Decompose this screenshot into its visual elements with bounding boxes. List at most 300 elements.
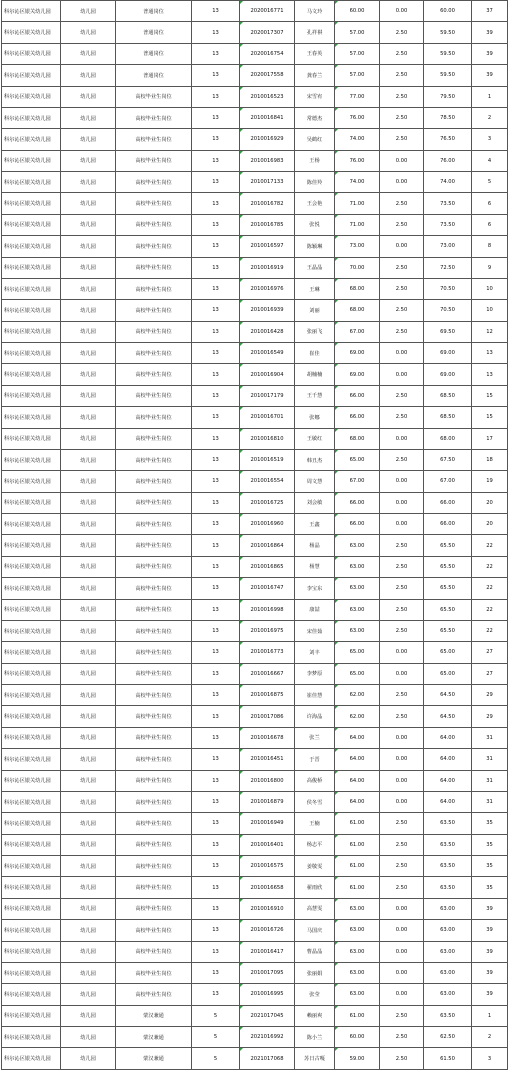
candidate-name-cell: 张丽飞 — [295, 321, 335, 342]
unit-cell: 科尔沁区银关幼儿园 — [2, 813, 61, 834]
position-cell: 高校毕业生岗位 — [116, 535, 192, 556]
ticket-number-cell: 2010016417 — [240, 941, 295, 962]
total-score-cell: 63.00 — [424, 941, 472, 962]
exam-score-cell: 65.00 — [335, 642, 380, 663]
total-score-cell: 73.50 — [424, 193, 472, 214]
school-type-cell: 幼儿园 — [61, 856, 116, 877]
school-type-cell: 幼儿园 — [61, 1, 116, 22]
candidate-name-cell: 张丽娟 — [295, 962, 335, 983]
school-type-cell: 幼儿园 — [61, 193, 116, 214]
candidate-name-cell: 杨晶 — [295, 535, 335, 556]
school-type-cell: 幼儿园 — [61, 941, 116, 962]
quota-cell: 13 — [192, 727, 240, 748]
exam-score-cell: 69.00 — [335, 343, 380, 364]
quota-cell: 13 — [192, 556, 240, 577]
quota-cell: 13 — [192, 428, 240, 449]
table-row — [2, 514, 508, 535]
rank-cell: 27 — [472, 642, 508, 663]
table-row — [2, 813, 508, 834]
bonus-score-cell: 2.50 — [380, 685, 424, 706]
rank-cell: 39 — [472, 898, 508, 919]
table-row — [2, 962, 508, 983]
position-cell: 高校毕业生岗位 — [116, 172, 192, 193]
ticket-number-cell: 2010016998 — [240, 599, 295, 620]
unit-cell: 科尔沁区银关幼儿园 — [2, 984, 61, 1005]
quota-cell: 13 — [192, 22, 240, 43]
school-type-cell: 幼儿园 — [61, 43, 116, 64]
quota-cell: 13 — [192, 514, 240, 535]
total-score-cell: 64.50 — [424, 685, 472, 706]
total-score-cell: 65.50 — [424, 578, 472, 599]
position-cell: 高校毕业生岗位 — [116, 193, 192, 214]
position-cell: 高校毕业生岗位 — [116, 407, 192, 428]
rank-cell: 22 — [472, 556, 508, 577]
table-row — [2, 856, 508, 877]
rank-cell: 39 — [472, 984, 508, 1005]
candidate-name-cell: 崔佳 — [295, 343, 335, 364]
unit-cell: 科尔沁区银关幼儿园 — [2, 471, 61, 492]
candidate-name-cell: 常德杰 — [295, 107, 335, 128]
unit-cell: 科尔沁区银关幼儿园 — [2, 236, 61, 257]
table-row — [2, 86, 508, 107]
ticket-number-cell: 2010016554 — [240, 471, 295, 492]
school-type-cell: 幼儿园 — [61, 236, 116, 257]
quota-cell: 13 — [192, 65, 240, 86]
quota-cell: 13 — [192, 813, 240, 834]
candidate-name-cell: 赖丽爽 — [295, 1005, 335, 1026]
ticket-number-cell: 2010016451 — [240, 749, 295, 770]
rank-cell: 12 — [472, 321, 508, 342]
unit-cell: 科尔沁区银关幼儿园 — [2, 578, 61, 599]
exam-score-cell: 66.00 — [335, 514, 380, 535]
bonus-score-cell: 0.00 — [380, 492, 424, 513]
candidate-name-cell: 王敏红 — [295, 428, 335, 449]
table-row — [2, 556, 508, 577]
school-type-cell: 幼儿园 — [61, 556, 116, 577]
total-score-cell: 65.50 — [424, 535, 472, 556]
unit-cell: 科尔沁区银关幼儿园 — [2, 663, 61, 684]
bonus-score-cell: 2.50 — [380, 321, 424, 342]
candidate-name-cell: 陈颖琳 — [295, 236, 335, 257]
exam-score-cell: 60.00 — [335, 1, 380, 22]
bonus-score-cell: 0.00 — [380, 1, 424, 22]
unit-cell: 科尔沁区银关幼儿园 — [2, 599, 61, 620]
school-type-cell: 幼儿园 — [61, 920, 116, 941]
position-cell: 高校毕业生岗位 — [116, 257, 192, 278]
position-cell: 高校毕业生岗位 — [116, 471, 192, 492]
exam-score-cell: 61.00 — [335, 813, 380, 834]
unit-cell: 科尔沁区银关幼儿园 — [2, 150, 61, 171]
rank-cell: 10 — [472, 300, 508, 321]
unit-cell: 科尔沁区银关幼儿园 — [2, 449, 61, 470]
total-score-cell: 63.00 — [424, 898, 472, 919]
table-row — [2, 706, 508, 727]
rank-cell: 39 — [472, 43, 508, 64]
candidate-name-cell: 杨慧 — [295, 556, 335, 577]
ticket-number-cell: 2010016667 — [240, 663, 295, 684]
quota-cell: 5 — [192, 1027, 240, 1048]
ticket-number-cell: 2010016904 — [240, 364, 295, 385]
candidate-name-cell: 康喆 — [295, 599, 335, 620]
exam-score-cell: 66.00 — [335, 492, 380, 513]
candidate-name-cell: 高俊桥 — [295, 770, 335, 791]
ticket-number-cell: 2010016726 — [240, 920, 295, 941]
exam-score-cell: 64.00 — [335, 791, 380, 812]
position-cell: 高校毕业生岗位 — [116, 236, 192, 257]
position-cell: 高校毕业生岗位 — [116, 791, 192, 812]
bonus-score-cell: 2.50 — [380, 193, 424, 214]
unit-cell: 科尔沁区银关幼儿园 — [2, 492, 61, 513]
bonus-score-cell: 2.50 — [380, 535, 424, 556]
position-cell: 高校毕业生岗位 — [116, 620, 192, 641]
rank-cell: 1 — [472, 86, 508, 107]
ticket-number-cell: 2010016428 — [240, 321, 295, 342]
candidate-name-cell: 崔佳慧 — [295, 685, 335, 706]
ticket-number-cell: 2010016800 — [240, 770, 295, 791]
exam-score-cell: 65.00 — [335, 449, 380, 470]
school-type-cell: 幼儿园 — [61, 1048, 116, 1069]
candidate-name-cell: 刘丽 — [295, 300, 335, 321]
candidate-name-cell: 马国庆 — [295, 920, 335, 941]
ticket-number-cell: 2010016929 — [240, 129, 295, 150]
ticket-number-cell: 2010016810 — [240, 428, 295, 449]
candidate-name-cell: 张莹 — [295, 984, 335, 1005]
school-type-cell: 幼儿园 — [61, 514, 116, 535]
total-score-cell: 69.50 — [424, 321, 472, 342]
unit-cell: 科尔沁区银关幼儿园 — [2, 962, 61, 983]
unit-cell: 科尔沁区银关幼儿园 — [2, 642, 61, 663]
unit-cell: 科尔沁区银关幼儿园 — [2, 514, 61, 535]
unit-cell: 科尔沁区银关幼儿园 — [2, 770, 61, 791]
unit-cell: 科尔沁区银关幼儿园 — [2, 834, 61, 855]
bonus-score-cell: 2.50 — [380, 1005, 424, 1026]
position-cell: 蒙汉兼通 — [116, 1027, 192, 1048]
table-row — [2, 1027, 508, 1048]
ticket-number-cell: 2010016701 — [240, 407, 295, 428]
table-row — [2, 898, 508, 919]
school-type-cell: 幼儿园 — [61, 898, 116, 919]
ticket-number-cell: 2010016865 — [240, 556, 295, 577]
quota-cell: 5 — [192, 1048, 240, 1069]
candidate-name-cell: 李宝东 — [295, 578, 335, 599]
ticket-number-cell: 2010016549 — [240, 343, 295, 364]
exam-score-cell: 66.00 — [335, 407, 380, 428]
exam-score-cell: 66.00 — [335, 385, 380, 406]
school-type-cell: 幼儿园 — [61, 620, 116, 641]
candidate-name-cell: 韩丑杰 — [295, 449, 335, 470]
position-cell: 高校毕业生岗位 — [116, 941, 192, 962]
total-score-cell: 65.50 — [424, 599, 472, 620]
ticket-number-cell: 2021017045 — [240, 1005, 295, 1026]
exam-score-cell: 64.00 — [335, 749, 380, 770]
exam-score-cell: 65.00 — [335, 663, 380, 684]
exam-score-cell: 63.00 — [335, 599, 380, 620]
table-row — [2, 407, 508, 428]
total-score-cell: 73.50 — [424, 214, 472, 235]
table-row — [2, 43, 508, 64]
quota-cell: 13 — [192, 449, 240, 470]
unit-cell: 科尔沁区银关幼儿园 — [2, 1027, 61, 1048]
exam-score-cell: 63.00 — [335, 535, 380, 556]
rank-cell: 39 — [472, 962, 508, 983]
candidate-name-cell: 刘丰 — [295, 642, 335, 663]
table-row — [2, 620, 508, 641]
quota-cell: 13 — [192, 193, 240, 214]
candidate-name-cell: 翟雨欣 — [295, 877, 335, 898]
quota-cell: 13 — [192, 129, 240, 150]
unit-cell: 科尔沁区银关幼儿园 — [2, 727, 61, 748]
bonus-score-cell: 2.50 — [380, 620, 424, 641]
unit-cell: 科尔沁区银关幼儿园 — [2, 22, 61, 43]
table-row — [2, 172, 508, 193]
exam-score-cell: 64.00 — [335, 770, 380, 791]
candidate-name-cell: 陈小兰 — [295, 1027, 335, 1048]
rank-cell: 22 — [472, 535, 508, 556]
school-type-cell: 幼儿园 — [61, 984, 116, 1005]
bonus-score-cell: 0.00 — [380, 471, 424, 492]
school-type-cell: 幼儿园 — [61, 257, 116, 278]
school-type-cell: 幼儿园 — [61, 385, 116, 406]
position-cell: 高校毕业生岗位 — [116, 727, 192, 748]
candidate-name-cell: 曹晶晶 — [295, 941, 335, 962]
total-score-cell: 64.00 — [424, 791, 472, 812]
bonus-score-cell: 2.50 — [380, 706, 424, 727]
exam-score-cell: 77.00 — [335, 86, 380, 107]
ticket-number-cell: 2010017086 — [240, 706, 295, 727]
table-row — [2, 749, 508, 770]
position-cell: 高校毕业生岗位 — [116, 920, 192, 941]
school-type-cell: 幼儿园 — [61, 663, 116, 684]
bonus-score-cell: 2.50 — [380, 65, 424, 86]
bonus-score-cell: 2.50 — [380, 813, 424, 834]
total-score-cell: 65.00 — [424, 663, 472, 684]
unit-cell: 科尔沁区银关幼儿园 — [2, 556, 61, 577]
bonus-score-cell: 2.50 — [380, 407, 424, 428]
bonus-score-cell: 0.00 — [380, 343, 424, 364]
ticket-number-cell: 2010016658 — [240, 877, 295, 898]
ticket-number-cell: 2010016919 — [240, 257, 295, 278]
bonus-score-cell: 0.00 — [380, 663, 424, 684]
candidate-name-cell: 宋雪宥 — [295, 86, 335, 107]
ticket-number-cell: 2010016401 — [240, 834, 295, 855]
ticket-number-cell: 2020017558 — [240, 65, 295, 86]
unit-cell: 科尔沁区银关幼儿园 — [2, 257, 61, 278]
ticket-number-cell: 2020017307 — [240, 22, 295, 43]
total-score-cell: 63.00 — [424, 962, 472, 983]
ticket-number-cell: 2010016864 — [240, 535, 295, 556]
exam-score-cell: 63.00 — [335, 984, 380, 1005]
table-row — [2, 599, 508, 620]
quota-cell: 13 — [192, 1, 240, 22]
exam-score-cell: 74.00 — [335, 129, 380, 150]
position-cell: 高校毕业生岗位 — [116, 214, 192, 235]
candidate-name-cell: 侯冬雪 — [295, 791, 335, 812]
quota-cell: 13 — [192, 941, 240, 962]
bonus-score-cell: 0.00 — [380, 428, 424, 449]
rank-cell: 15 — [472, 385, 508, 406]
ticket-number-cell: 2010016910 — [240, 898, 295, 919]
total-score-cell: 69.00 — [424, 364, 472, 385]
quota-cell: 13 — [192, 877, 240, 898]
exam-score-cell: 63.00 — [335, 620, 380, 641]
exam-score-cell: 61.00 — [335, 856, 380, 877]
bonus-score-cell: 2.50 — [380, 1048, 424, 1069]
total-score-cell: 79.50 — [424, 86, 472, 107]
school-type-cell: 幼儿园 — [61, 749, 116, 770]
rank-cell: 5 — [472, 172, 508, 193]
quota-cell: 13 — [192, 471, 240, 492]
candidate-name-cell: 王杨 — [295, 150, 335, 171]
candidate-name-cell: 王楠 — [295, 813, 335, 834]
rank-cell: 31 — [472, 749, 508, 770]
quota-cell: 13 — [192, 856, 240, 877]
total-score-cell: 62.50 — [424, 1027, 472, 1048]
ticket-number-cell: 2010016523 — [240, 86, 295, 107]
school-type-cell: 幼儿园 — [61, 278, 116, 299]
bonus-score-cell: 0.00 — [380, 898, 424, 919]
rank-cell: 35 — [472, 834, 508, 855]
table-row — [2, 1048, 508, 1069]
table-row — [2, 343, 508, 364]
position-cell: 普通岗位 — [116, 43, 192, 64]
bonus-score-cell: 2.50 — [380, 214, 424, 235]
quota-cell: 13 — [192, 278, 240, 299]
position-cell: 蒙汉兼通 — [116, 1005, 192, 1026]
rank-cell: 2 — [472, 107, 508, 128]
unit-cell: 科尔沁区银关幼儿园 — [2, 172, 61, 193]
table-row — [2, 364, 508, 385]
table-row — [2, 834, 508, 855]
bonus-score-cell: 2.50 — [380, 43, 424, 64]
unit-cell: 科尔沁区银关幼儿园 — [2, 898, 61, 919]
ticket-number-cell: 2010016519 — [240, 449, 295, 470]
rank-cell: 18 — [472, 449, 508, 470]
bonus-score-cell: 0.00 — [380, 514, 424, 535]
bonus-score-cell: 2.50 — [380, 834, 424, 855]
school-type-cell: 幼儿园 — [61, 535, 116, 556]
bonus-score-cell: 2.50 — [380, 877, 424, 898]
school-type-cell: 幼儿园 — [61, 877, 116, 898]
exam-score-cell: 68.00 — [335, 278, 380, 299]
total-score-cell: 68.50 — [424, 407, 472, 428]
rank-cell: 6 — [472, 214, 508, 235]
table-row — [2, 236, 508, 257]
quota-cell: 13 — [192, 343, 240, 364]
rank-cell: 8 — [472, 236, 508, 257]
position-cell: 普通岗位 — [116, 65, 192, 86]
rank-cell: 9 — [472, 257, 508, 278]
bonus-score-cell: 2.50 — [380, 278, 424, 299]
bonus-score-cell: 0.00 — [380, 941, 424, 962]
position-cell: 高校毕业生岗位 — [116, 86, 192, 107]
ticket-number-cell: 2010016782 — [240, 193, 295, 214]
position-cell: 高校毕业生岗位 — [116, 300, 192, 321]
total-score-cell: 74.00 — [424, 172, 472, 193]
unit-cell: 科尔沁区银关幼儿园 — [2, 86, 61, 107]
exam-score-cell: 63.00 — [335, 578, 380, 599]
rank-cell: 35 — [472, 877, 508, 898]
position-cell: 高校毕业生岗位 — [116, 150, 192, 171]
exam-score-cell: 61.00 — [335, 1005, 380, 1026]
school-type-cell: 幼儿园 — [61, 86, 116, 107]
total-score-cell: 73.00 — [424, 236, 472, 257]
school-type-cell: 幼儿园 — [61, 578, 116, 599]
rank-cell: 22 — [472, 599, 508, 620]
position-cell: 高校毕业生岗位 — [116, 813, 192, 834]
school-type-cell: 幼儿园 — [61, 642, 116, 663]
school-type-cell: 幼儿园 — [61, 65, 116, 86]
total-score-cell: 59.50 — [424, 22, 472, 43]
unit-cell: 科尔沁区银关幼儿园 — [2, 107, 61, 128]
candidate-name-cell: 王千慧 — [295, 385, 335, 406]
rank-cell: 35 — [472, 856, 508, 877]
unit-cell: 科尔沁区银关幼儿园 — [2, 535, 61, 556]
rank-cell: 39 — [472, 22, 508, 43]
rank-cell: 13 — [472, 364, 508, 385]
table-row — [2, 193, 508, 214]
total-score-cell: 63.50 — [424, 856, 472, 877]
position-cell: 高校毕业生岗位 — [116, 984, 192, 1005]
table-row — [2, 642, 508, 663]
table-row — [2, 663, 508, 684]
table-row — [2, 150, 508, 171]
position-cell: 高校毕业生岗位 — [116, 321, 192, 342]
exam-score-cell: 59.00 — [335, 1048, 380, 1069]
candidate-name-cell: 张娜 — [295, 407, 335, 428]
candidate-name-cell: 张兰 — [295, 727, 335, 748]
candidate-name-cell: 姜敬雯 — [295, 856, 335, 877]
ticket-number-cell: 2010016875 — [240, 685, 295, 706]
candidate-name-cell: 李梦原 — [295, 663, 335, 684]
position-cell: 蒙汉兼通 — [116, 1048, 192, 1069]
rank-cell: 29 — [472, 685, 508, 706]
bonus-score-cell: 2.50 — [380, 578, 424, 599]
exam-score-cell: 64.00 — [335, 727, 380, 748]
position-cell: 高校毕业生岗位 — [116, 578, 192, 599]
ticket-number-cell: 2010016975 — [240, 620, 295, 641]
school-type-cell: 幼儿园 — [61, 813, 116, 834]
exam-score-cell: 69.00 — [335, 364, 380, 385]
table-row — [2, 428, 508, 449]
quota-cell: 13 — [192, 642, 240, 663]
exam-score-cell: 67.00 — [335, 471, 380, 492]
exam-score-cell: 63.00 — [335, 962, 380, 983]
quota-cell: 13 — [192, 770, 240, 791]
school-type-cell: 幼儿园 — [61, 834, 116, 855]
unit-cell: 科尔沁区银关幼儿园 — [2, 1048, 61, 1069]
exam-score-cell: 57.00 — [335, 65, 380, 86]
bonus-score-cell: 2.50 — [380, 300, 424, 321]
total-score-cell: 64.00 — [424, 770, 472, 791]
rank-cell: 27 — [472, 663, 508, 684]
exam-score-cell: 68.00 — [335, 428, 380, 449]
rank-cell: 31 — [472, 791, 508, 812]
candidate-name-cell: 周文慧 — [295, 471, 335, 492]
bonus-score-cell: 0.00 — [380, 642, 424, 663]
total-score-cell: 64.00 — [424, 727, 472, 748]
unit-cell: 科尔沁区银关幼儿园 — [2, 407, 61, 428]
rank-cell: 22 — [472, 578, 508, 599]
bonus-score-cell: 0.00 — [380, 770, 424, 791]
table-row — [2, 22, 508, 43]
exam-score-cell: 61.00 — [335, 877, 380, 898]
school-type-cell: 幼儿园 — [61, 599, 116, 620]
total-score-cell: 63.50 — [424, 834, 472, 855]
school-type-cell: 幼儿园 — [61, 727, 116, 748]
total-score-cell: 66.00 — [424, 492, 472, 513]
candidate-name-cell: 高慧雯 — [295, 898, 335, 919]
school-type-cell: 幼儿园 — [61, 492, 116, 513]
